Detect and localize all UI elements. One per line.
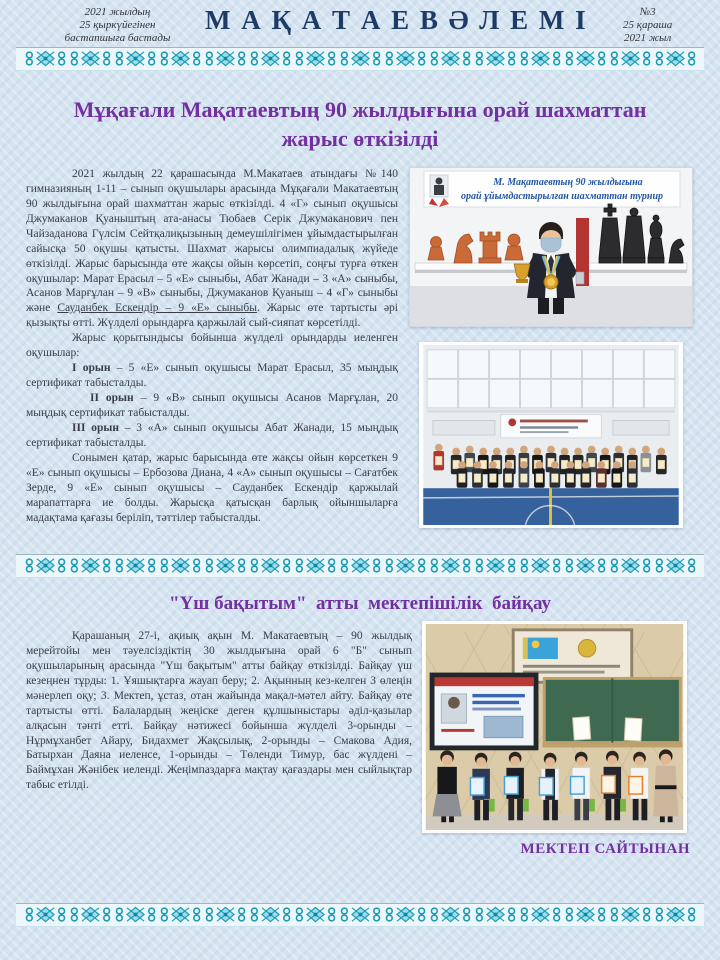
article2-title: "Үш бақытым" атты мектепішілік байқау — [169, 592, 551, 614]
kazakh-ornament-unit — [564, 49, 607, 68]
source-byline: МЕКТЕП САЙТЫНАН — [520, 840, 690, 857]
kazakh-ornament-unit — [339, 905, 382, 924]
article1-title — [0, 95, 720, 153]
kazakh-ornament-unit — [609, 49, 652, 68]
kazakh-ornament-unit — [339, 556, 382, 575]
masthead-note-line-3: бастапшыға бастады — [64, 31, 171, 44]
ornament-border-top — [16, 47, 704, 71]
gym-banner — [501, 415, 602, 438]
kazakh-ornament-unit — [204, 556, 247, 575]
kazakh-ornament-unit — [519, 556, 562, 575]
kazakh-ornament-unit — [249, 905, 292, 924]
kazakh-ornament-unit — [249, 556, 292, 575]
kazakh-ornament-unit — [384, 556, 427, 575]
photo-chess-winner — [409, 167, 693, 327]
prize-line-1: І орын – 5 «Е» сынып оқушысы Марат Ерасыл, 35 мыңдық сертификат табысталды. — [26, 362, 398, 390]
banner-text-line2: орай ұйымдастырылған шахматтан турнир — [460, 190, 664, 202]
banner-text-line1: М. Мақатаевтың 90 жылдығына — [493, 176, 643, 188]
kazakh-ornament-unit — [294, 905, 337, 924]
kazakh-ornament-unit — [564, 556, 607, 575]
masthead-note-line-1: 2021 жылдың — [84, 6, 151, 18]
article1-title-line2: жарыс өткізілді — [281, 125, 439, 151]
underlined-student-name: Сауданбек Ескендір – 9 «Е» сыныбы — [57, 302, 257, 315]
article1 — [0, 167, 720, 528]
kazakh-ornament-unit — [384, 905, 427, 924]
kazakh-ornament-unit — [474, 49, 517, 68]
masthead-issue-info — [588, 4, 708, 45]
ornament-border-middle — [16, 554, 704, 578]
kazakh-ornament-unit — [609, 556, 652, 575]
issue-year: 2021 жыл — [624, 31, 672, 44]
article1-paragraph-2: Жарыс қорытындысы бойынша жүлделі орындарды иеленген оқушылар: — [26, 332, 398, 360]
article1-text-column — [26, 167, 398, 528]
kazakh-ornament-unit — [474, 905, 517, 924]
gym-windows — [427, 350, 675, 408]
article1-photo-column — [408, 167, 694, 528]
issue-date: 25 қараша — [623, 18, 673, 31]
kazakh-ornament-unit — [114, 556, 157, 575]
kazakh-ornament-unit — [69, 556, 112, 575]
article1-paragraph-1: 2021 жылдың 22 қарашасында М.Макатаев атындағы №140 гимназияның 1-11 – сынып оқушылары арасында Мұқағали Макатаевтың 90 жылдығына орай шахматтан жарыс өткізілді. 4 «Г» сынып оқушысы Джумаканов Қуаныштың ата-анасы Тюбаев Серік Джумаканович пен Чайзаданова Гүлсім Сейтқалиқызының демеушілігімен ұйымдастырылған сайысқа 50 оқушы қатысты. Шахмат жарысы олимпиадалық жүйеде өткізілді. Жарыс барысында өте жақсы ойын көрсетіп, соңғы турға өткен оқушылар: Марат Ерасыл – 5 «Е» сыныбы, Абат Жанади – 3 «А» сыныбы, Асанов Марғұлан – 9 «В» сыныбы, Джумаканов Қуаныш – 4 «Г» сыныбы және Сауданбек Ескендір – 9 «Е» сыныбы. Жарыс өте тартысты әрі қызықты өтті. Жүлделі орындарға қаржылай сый-сияпат көрсетілді. — [26, 167, 398, 330]
prize-line-2: ІІ орын – 9 «В» сынып оқушысы Асанов Марғұлан, 20 мыңдық сертификат табысталды. — [26, 392, 398, 419]
kazakh-ornament-unit — [159, 49, 202, 68]
newspaper-title: М А Қ А Т А Е В Ә Л Е М І — [205, 5, 588, 35]
ornament-border-bottom — [16, 903, 704, 927]
presentation-screen — [430, 673, 539, 751]
kazakh-ornament-unit — [69, 905, 112, 924]
kazakh-ornament-unit — [429, 905, 472, 924]
kazakh-ornament-unit — [159, 905, 202, 924]
kazakh-ornament-unit — [114, 905, 157, 924]
article2-paragraph: Қарашаның 27-і, ақиық ақын М. Макатаевтың – 90 жылдық мерейтойы мен тәуелсіздіктің 30 жылдығына орай 6 "Б" сынып оқушыларының арасында "Үш бақытым" атты байқау өткізілді. Байқау үш кезеңнен тұрды: 1. Ұяшықтарға жауап беру; 2. Ақынның кез-келген 3 өлеңін мәнерлеп оқу; 3. Мектеп, ұстаз, отан жайында мақал-мәтел айту. Байқау өте тартысты өтті. Балалардың жеңіске деген құлшыныстары әділ-қазылар алқасын тәнті етті. Байқау нәтижесі бойынша жүлделі 3-орынды – Нұрмұханбет Айару, Бидахмет Жақсылық, 2-орынды – Смакова Адия, Батырхан Даяна иеленсе, 1-орынды – Төленди Тимур, бас жүлдені – Баймұхан Жәнібек иеленді. Жеңімпаздарға мақтау қағаздары мен сыйлықтар табыс етілді. — [26, 629, 412, 792]
kazakh-ornament-unit — [114, 49, 157, 68]
kazakh-ornament-unit — [294, 49, 337, 68]
kazakh-ornament-unit — [24, 556, 67, 575]
kazakh-ornament-unit — [519, 905, 562, 924]
kazakh-ornament-unit — [519, 49, 562, 68]
kazakh-ornament-unit — [384, 49, 427, 68]
kazakh-ornament-unit — [24, 905, 67, 924]
masthead — [0, 0, 720, 45]
kazakh-ornament-unit — [654, 556, 697, 575]
kazakh-ornament-unit — [609, 905, 652, 924]
prize-line-3: ІІІ орын – 3 «А» сынып оқушысы Абат Жанади, 15 мыңдық сертификат табысталды. — [26, 421, 398, 449]
kazakh-ornament-unit — [654, 905, 697, 924]
article1-title-line1: Мұқағали Мақатаевтың 90 жылдығына орай шахматтан — [73, 96, 647, 122]
kazakh-ornament-unit — [429, 556, 472, 575]
kazakh-ornament-unit — [159, 556, 202, 575]
kazakh-ornament-unit — [204, 905, 247, 924]
kazakh-ornament-unit — [654, 49, 697, 68]
photo-classroom-awards — [422, 621, 687, 833]
article1-paragraph-3: Сонымен қатар, жарыс барысында өте жақсы ойын көрсеткен 9 «Е» сынып оқушысы – Ербозова Диана, 4 «А» сынып оқушысы – Сағатбек Зерде, 9 «Е» сынып оқушысы – Сауданбек Ескендір қаржылай марапаттарға ие болды. Жарысқа қатысқан барлық ойыншыларға мадақтама қағазы беріліп, тәттілер табысталды. — [26, 451, 398, 524]
article2 — [0, 629, 720, 833]
kazakh-ornament-unit — [249, 49, 292, 68]
kazakh-ornament-unit — [69, 49, 112, 68]
kazakh-ornament-unit — [429, 49, 472, 68]
kazakh-ornament-unit — [294, 556, 337, 575]
kazakh-ornament-unit — [564, 905, 607, 924]
kazakh-ornament-unit — [24, 49, 67, 68]
kazakh-ornament-unit — [339, 49, 382, 68]
kazakh-ornament-unit — [474, 556, 517, 575]
masthead-start-date-note — [30, 4, 205, 45]
chalkboard — [542, 678, 682, 747]
issue-number: №3 — [639, 6, 656, 18]
tournament-banner — [424, 171, 680, 207]
masthead-note-line-2: 25 қыркүйегінен — [79, 18, 156, 31]
photo-gym-group — [419, 342, 683, 528]
kazakh-ornament-unit — [204, 49, 247, 68]
